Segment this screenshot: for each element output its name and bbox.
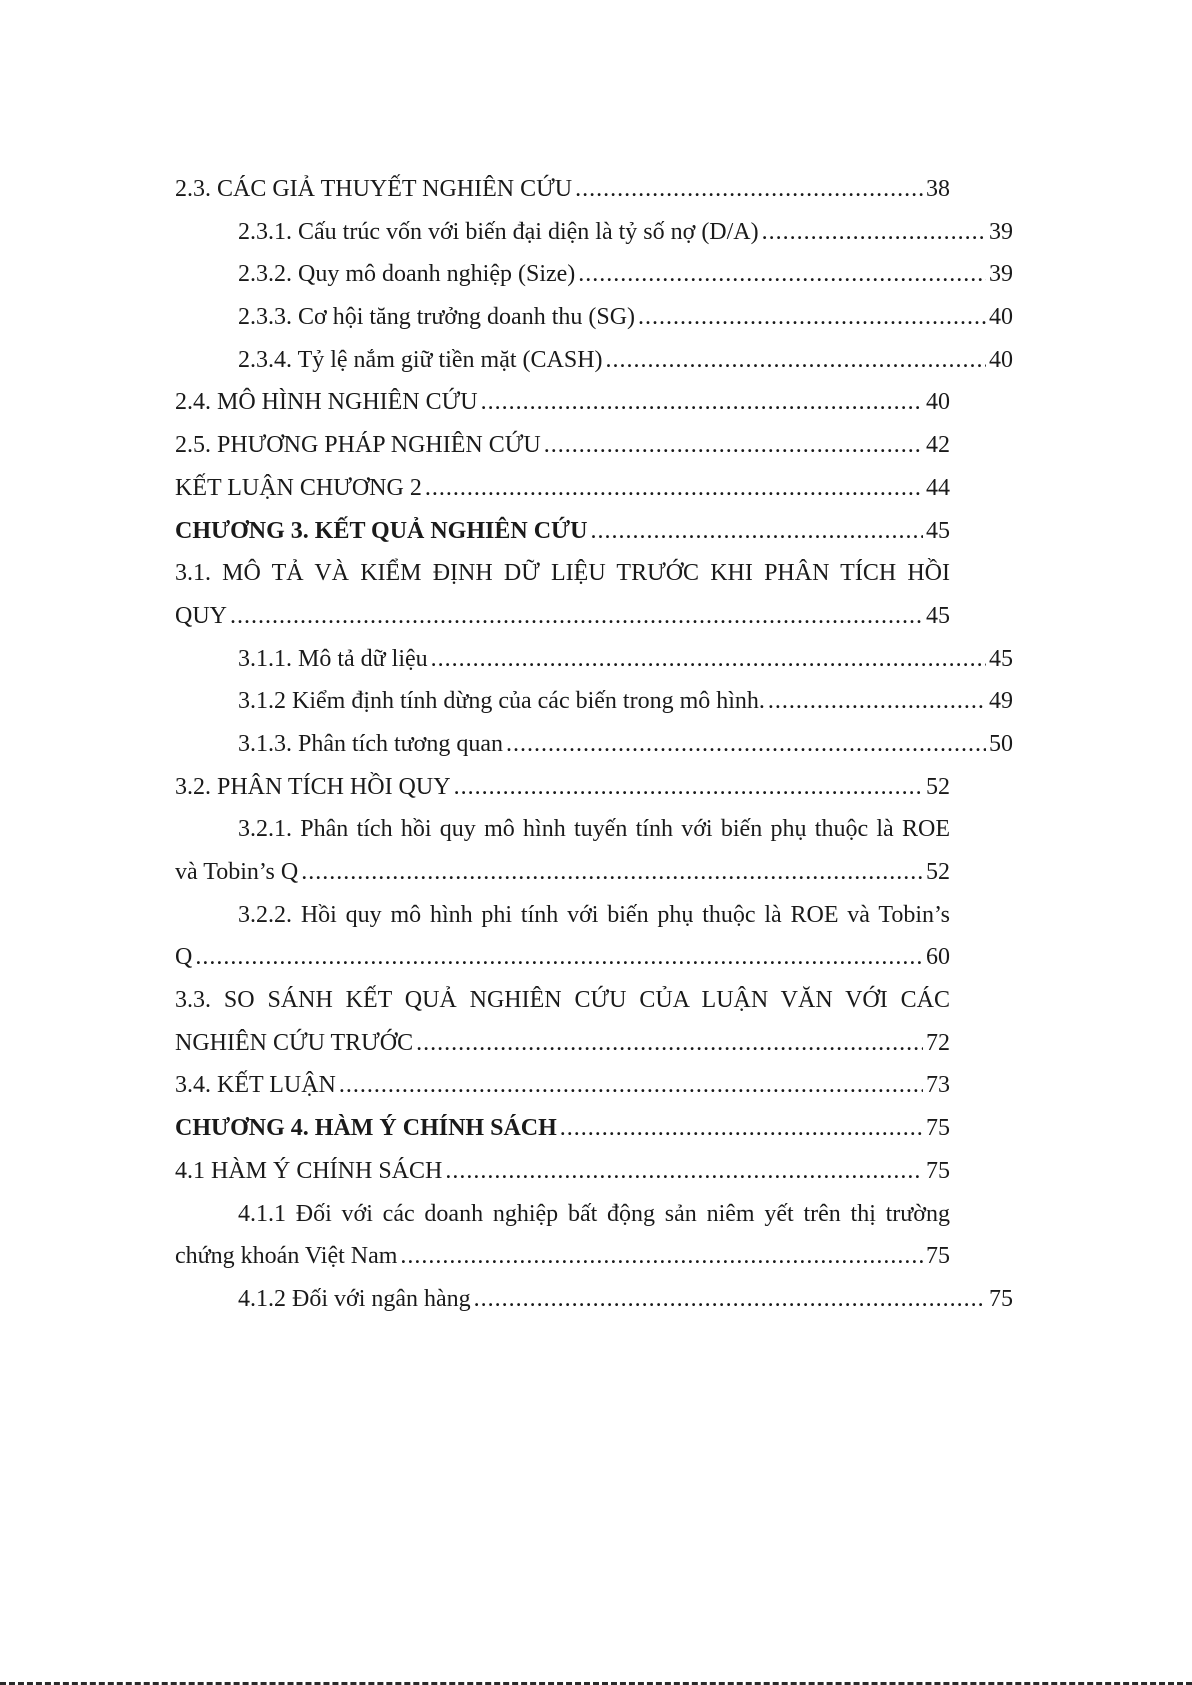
toc-entry-title: 4.1.2 Đối với ngân hàng [238,1285,471,1312]
toc-entry[interactable] [175,211,1013,254]
toc-entry-line1: 3.2.1. Phân tích hồi quy mô hình tuyến tính với biến phụ thuộc là ROE [238,816,950,843]
dot-leader [481,381,923,424]
toc-entry-title: KẾT LUẬN CHƯƠNG 2 [175,474,422,501]
toc-entry[interactable] [175,253,1013,296]
dot-leader [474,1278,986,1321]
toc-entry-line1: 3.1. MÔ TẢ VÀ KIỂM ĐỊNH DỮ LIỆU TRƯỚC KHI PHÂN TÍCH HỒI [175,560,950,587]
toc-entry[interactable] [175,1064,950,1107]
toc-entry-title: 2.3. CÁC GIẢ THUYẾT NGHIÊN CỨU [175,176,573,202]
toc-entry-line1: 3.3. SO SÁNH KẾT QUẢ NGHIÊN CỨU CỦA LUẬN VĂN VỚI CÁC [175,987,950,1014]
toc-entry-title: 3.1.3. Phân tích tương quan [238,730,504,757]
dot-leader [425,467,923,510]
toc-entry-page: 75 [926,1115,950,1142]
dot-leader [768,680,986,723]
dot-leader [230,595,923,638]
toc-entry-page: 75 [926,1157,950,1184]
toc-entry-wrapped[interactable] [175,808,950,893]
toc-entry-line1: 4.1.1 Đối với các doanh nghiệp bất động sản niêm yết trên thị trường [238,1200,950,1227]
toc-entry-page: 60 [926,944,950,971]
toc-entry-page: 73 [926,1072,950,1099]
toc-entry-title: 4.1 HÀM Ý CHÍNH SÁCH [175,1157,443,1184]
toc-entry-wrapped[interactable] [175,894,950,979]
toc-entry-title: và Tobin’s Q [175,859,299,885]
toc-entry[interactable] [175,381,950,424]
dot-leader [400,1235,923,1278]
toc-entry-title: 2.3.4. Tỷ lệ nắm giữ tiền mặt (CASH) [238,346,603,373]
dot-leader [454,766,923,809]
toc-entry-page: 44 [926,474,950,501]
toc-entry-title: 3.1.1. Mô tả dữ liệu [238,645,428,672]
dot-leader [590,510,923,553]
dot-leader [445,1150,923,1193]
dot-leader [560,1107,923,1150]
dot-leader [638,296,986,339]
toc-entry-title: 2.4. MÔ HÌNH NGHIÊN CỨU [175,389,478,416]
toc-entry-page: 38 [926,176,950,202]
toc-entry-title: 2.3.2. Quy mô doanh nghiệp (Size) [238,261,576,288]
dot-leader [575,168,923,211]
toc-entry-title: 2.5. PHƯƠNG PHÁP NGHIÊN CỨU [175,432,541,459]
toc-entry-page: 40 [989,346,1013,373]
toc-entry[interactable] [175,168,950,211]
dot-leader [506,723,986,766]
toc-entry-title: 3.2. PHÂN TÍCH HỒI QUY [175,773,451,800]
toc-entry-page: 45 [926,517,950,544]
toc-entry[interactable] [175,638,1013,681]
toc-entry-title: CHƯƠNG 4. HÀM Ý CHÍNH SÁCH [175,1115,557,1142]
toc-entry-page: 42 [926,432,950,459]
table-of-contents [175,168,1013,1321]
dot-leader [762,211,986,254]
dot-leader [578,253,986,296]
toc-entry-title: 3.1.2 Kiểm định tính dừng của các biến trong mô hình. [238,688,765,715]
toc-entry-page: 39 [989,218,1013,245]
toc-entry-line1: 3.2.2. Hồi quy mô hình phi tính với biến phụ thuộc là ROE và Tobin’s [238,901,950,928]
toc-entry-wrapped[interactable] [175,552,950,637]
toc-entry-page: 52 [926,859,950,885]
toc-entry-page: 75 [926,1243,950,1270]
toc-entry-page: 72 [926,1029,950,1056]
toc-entry-page: 45 [926,602,950,629]
toc-entry-title: NGHIÊN CỨU TRƯỚC [175,1029,414,1056]
toc-entry-title: 3.4. KẾT LUẬN [175,1072,336,1099]
toc-entry[interactable] [175,680,1013,723]
toc-entry-page: 49 [989,688,1013,715]
dot-leader [195,936,923,979]
toc-entry-page: 45 [989,645,1013,672]
dot-leader [339,1064,923,1107]
toc-entry[interactable] [175,424,950,467]
toc-entry[interactable] [175,296,1013,339]
toc-entry[interactable] [175,766,950,809]
toc-entry-title: CHƯƠNG 3. KẾT QUẢ NGHIÊN CỨU [175,517,588,544]
toc-entry-title: 2.3.3. Cơ hội tăng trưởng doanh thu (SG) [238,304,636,331]
dot-leader [606,339,986,382]
toc-entry-title: chứng khoán Việt Nam [175,1243,398,1270]
toc-entry-wrapped[interactable] [175,1193,950,1278]
toc-entry-title: 2.3.1. Cấu trúc vốn với biến đại diện là tỷ số nợ (D/A) [238,218,759,245]
toc-entry-page: 75 [989,1285,1013,1312]
toc-entry-page: 52 [926,773,950,800]
toc-entry[interactable] [175,1150,950,1193]
dot-leader [431,638,986,681]
toc-entry-page: 40 [926,389,950,416]
toc-entry[interactable] [175,1278,1013,1321]
toc-entry-page: 40 [989,304,1013,331]
toc-chapter-entry[interactable] [175,1107,950,1150]
dot-leader [416,1022,923,1065]
toc-entry[interactable] [175,723,1013,766]
toc-chapter-entry[interactable] [175,510,950,553]
toc-entry-wrapped[interactable] [175,979,950,1064]
toc-entry-page: 39 [989,261,1013,288]
toc-entry-page: 50 [989,730,1013,757]
toc-entry[interactable] [175,467,950,510]
dot-leader [301,851,923,894]
dot-leader [544,424,923,467]
toc-entry-title: QUY [175,602,227,629]
toc-entry-title: Q [175,944,193,971]
toc-entry[interactable] [175,339,1013,382]
